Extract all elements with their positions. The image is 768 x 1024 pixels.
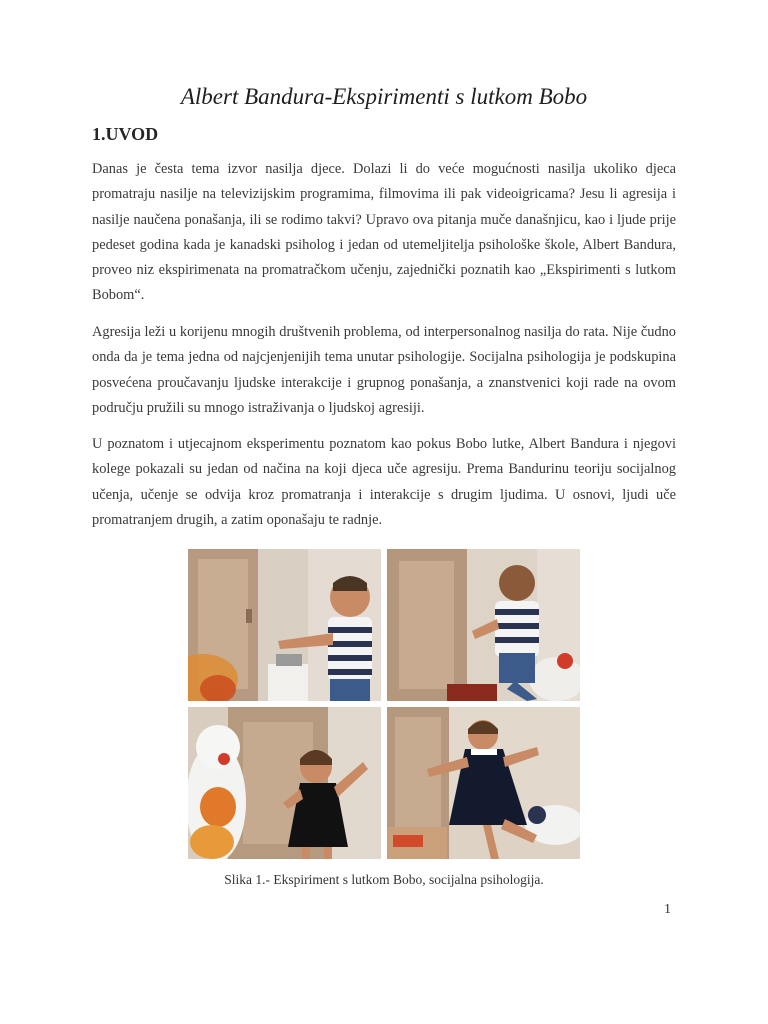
document-title: Albert Bandura-Ekspirimenti s lutkom Bobo bbox=[180, 84, 588, 109]
section-heading: 1.UVOD bbox=[92, 124, 159, 144]
paragraph-3: U poznatom i utjecajnom eksperimentu poznatom kao pokus Bobo lutke, Albert Bandura i njegovi kolege pokazali su jedan od načina na koji djeca uče agresiju. Prema Bandurinu teoriju socijalnog učenja, učenje se odvija kroz promatranja i interakcije s drugim ljudima. U osnovi, ljudi uče promatranjem drugih, a zatim oponašaju te radnje. bbox=[92, 436, 676, 528]
photo-boy-kicking bbox=[387, 549, 580, 701]
figure-caption: Slika 1.- Ekspiriment s lutkom Bobo, socijalna psihologija. bbox=[224, 872, 544, 887]
photo-girl-with-doll bbox=[188, 707, 381, 859]
photo-boy-hitting bbox=[188, 549, 381, 701]
photo-girl-kicking bbox=[387, 707, 580, 859]
figure-photo-grid bbox=[188, 549, 580, 859]
paragraph-2: Agresija leži u korijenu mnogih društvenih problema, od interpersonalnog nasilja do rata. Nije čudno onda da je tema jedna od najcjenjenijih tema unutar psihologije. Socijalna psihologija je podskupina posvećena proučavanju ljudske interakcije i grupnog ponašanja, a znanstvenici koji rade na ovom području pružili su mnogo istraživanja o ljudskoj agresiji. bbox=[92, 324, 676, 416]
paragraph-1: Danas je česta tema izvor nasilja djece. Dolazi li do veće mogućnosti nasilja ukoliko djeca promatraju nasilje na televizijskim programima, filmovima ili pak videoigricama? Jesu li agresija i nasilje naučena ponašanja, ili se rodimo takvi? Upravo ova pitanja muče današnjicu, kao i ljude prije pedeset godina kada je kanadski psiholog i jedan od utemeljitelja psihološke škole, Albert Bandura, proveo niz ekspirimenata na promatračkom učenju, zajednički poznatih kao „Ekspirimenti s lutkom Bobom“. bbox=[92, 161, 676, 304]
page-number: 1 bbox=[664, 902, 671, 917]
